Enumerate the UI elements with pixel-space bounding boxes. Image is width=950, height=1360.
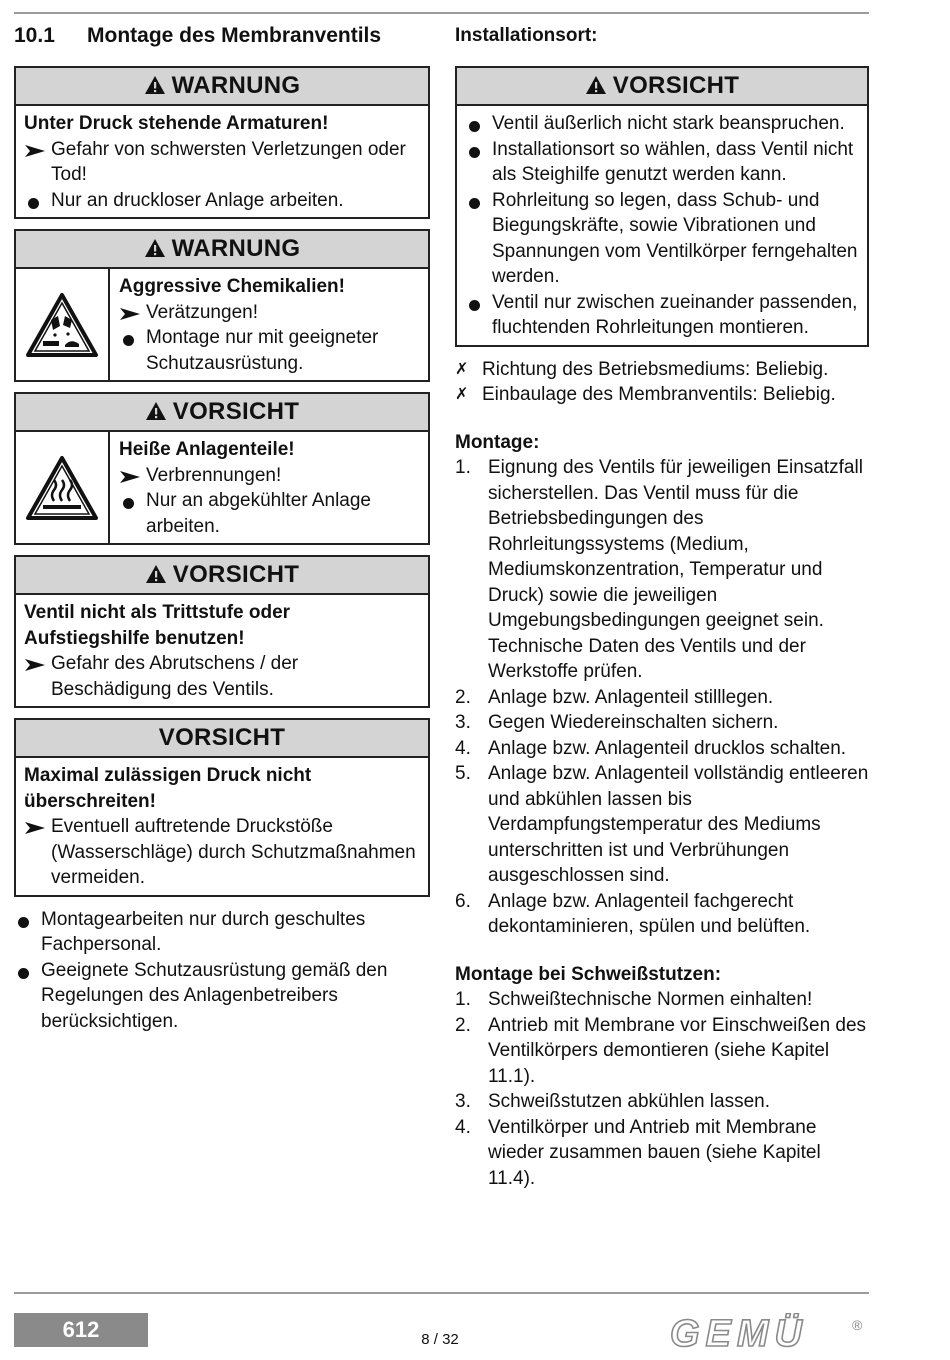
- section-title: Montage des Membranventils: [87, 24, 382, 47]
- corrosive-hazard-icon: [25, 292, 99, 358]
- signal-word: VORSICHT: [172, 398, 300, 425]
- arrow-bullet-icon: [119, 307, 141, 321]
- consequence-item: Gefahr von schwersten Verletzungen oder Tod!: [24, 137, 420, 188]
- signal-header: [16, 394, 428, 432]
- consequence-item: Verätzungen!: [119, 300, 420, 326]
- caution-body: [16, 595, 428, 706]
- step-item: 4. Ventilkörper und Antrieb mit Membrane wieder zusammen bauen (siehe Kapitel 11.4).: [455, 1116, 821, 1189]
- signal-word: WARNUNG: [171, 72, 301, 99]
- action-item: Nur an druckloser Anlage arbeiten.: [24, 188, 420, 214]
- action-item: Montage nur mit geeigneter Schutzausrüstung.: [119, 325, 420, 376]
- warning-triangle-icon: [585, 75, 607, 95]
- pictogram-cell: [16, 269, 110, 380]
- section-number: 10.1: [14, 24, 55, 47]
- list-item: Montagearbeiten nur durch geschultes Fachpersonal.: [14, 907, 430, 958]
- caution-body: [457, 106, 867, 345]
- step-item: 3. Gegen Wiedereinschalten sichern.: [455, 712, 779, 733]
- warning-triangle-icon: [144, 75, 166, 95]
- warning-text: [110, 269, 428, 380]
- warning-triangle-icon: [145, 564, 167, 584]
- hazard-headline: Unter Druck stehende Armaturen!: [24, 113, 329, 134]
- pictogram-cell: [16, 432, 110, 543]
- page-indicator: 8 / 32: [421, 1331, 459, 1348]
- warning-box-pressure: [14, 66, 430, 219]
- caution-box-hot-parts: [14, 392, 430, 545]
- top-rule: [14, 12, 869, 14]
- signal-header: [16, 231, 428, 269]
- step-item: 2. Anlage bzw. Anlagenteil stilllegen.: [455, 686, 774, 708]
- caution-body: [16, 432, 428, 543]
- caution-text: [110, 432, 428, 543]
- hazard-headline: Heiße Anlagenteile!: [119, 439, 295, 460]
- requirements-list: [455, 357, 869, 408]
- signal-word: WARNUNG: [171, 235, 301, 262]
- requirement-item: ✗ Richtung des Betriebsmediums: Beliebig.: [455, 357, 869, 383]
- footer-rule: [14, 1292, 869, 1294]
- signal-header: [16, 68, 428, 106]
- cross-bullet-icon: ✗: [455, 386, 469, 403]
- step-item: 1. Schweißtechnische Normen einhalten!: [455, 989, 813, 1010]
- step-item: 2. Antrieb mit Membrane vor Einschweißen des Ventilkörpers demontieren (siehe Kapitel 11.1).: [455, 1014, 867, 1087]
- consequence-item: Verbrennungen!: [119, 463, 420, 489]
- list-item: Ventil nur zwischen zueinander passenden, fluchtenden Rohrleitungen montieren.: [465, 290, 859, 341]
- cross-bullet-icon: ✗: [455, 360, 469, 378]
- arrow-bullet-icon: [24, 658, 46, 672]
- montage-heading: Montage:: [455, 431, 540, 453]
- signal-word: VORSICHT: [172, 561, 300, 588]
- consequence-item: Eventuell auftretende Druckstöße (Wasserschläge) durch Schutzmaßnahmen vermeiden.: [24, 814, 420, 891]
- hazard-headline: Maximal zulässigen Druck nicht überschreiten!: [24, 765, 312, 812]
- brand-wordmark: GEMÜ: [670, 1313, 808, 1353]
- registered-mark: ®: [852, 1317, 863, 1333]
- list-item: Rohrleitung so legen, dass Schub- und Biegungskräfte, sowie Vibrationen und Spannungen vom Ventilkörper ferngehalten werden.: [465, 188, 859, 290]
- installation-heading: Installationsort:: [455, 25, 598, 46]
- hot-surface-hazard-icon: [25, 455, 99, 521]
- weld-heading: Montage bei Schweißstutzen:: [455, 963, 722, 985]
- warning-box-chemicals: [14, 229, 430, 382]
- brand-logo: [668, 1313, 870, 1353]
- signal-word: VORSICHT: [158, 724, 286, 751]
- warning-triangle-icon: [144, 238, 166, 258]
- consequence-item: Gefahr des Abrutschens / der Beschädigung des Ventils.: [24, 651, 420, 702]
- caution-body: [16, 758, 428, 895]
- weld-steps: [455, 987, 869, 1191]
- montage-steps: [455, 455, 869, 940]
- general-notes: [14, 907, 430, 1035]
- section-heading: [14, 20, 430, 52]
- caution-box-pressure-limit: [14, 718, 430, 897]
- list-item: Ventil äußerlich nicht stark beanspruchen.: [465, 111, 859, 137]
- step-item: 3. Schweißstutzen abkühlen lassen.: [455, 1091, 770, 1112]
- warning-triangle-icon: [145, 401, 167, 421]
- step-item: 5. Anlage bzw. Anlagenteil vollständig entleeren und abkühlen lassen bis Verdampfungstemperatur des Mediums unterschritten ist und Verbrühungen ausgeschlossen sind.: [455, 763, 869, 886]
- signal-header: [16, 720, 428, 758]
- arrow-bullet-icon: [119, 470, 141, 484]
- warning-body: [16, 106, 428, 217]
- step-item: 4. Anlage bzw. Anlagenteil drucklos schalten.: [455, 737, 847, 759]
- list-item: Geeignete Schutzausrüstung gemäß den Regelungen des Anlagenbetreibers berücksichtigen.: [14, 958, 430, 1035]
- action-item: Nur an abgekühlter Anlage arbeiten.: [119, 488, 420, 539]
- list-item: Installationsort so wählen, dass Ventil nicht als Steighilfe genutzt werden kann.: [465, 137, 859, 188]
- signal-header: [16, 557, 428, 595]
- left-column: [14, 20, 430, 1034]
- hazard-headline: Ventil nicht als Trittstufe oder Aufstiegshilfe benutzen!: [24, 602, 291, 649]
- warning-body: [16, 269, 428, 380]
- arrow-bullet-icon: [24, 821, 46, 835]
- caution-box-step: [14, 555, 430, 708]
- step-item: 6. Anlage bzw. Anlagenteil fachgerecht dekontaminieren, spülen und belüften.: [455, 890, 811, 937]
- caution-box-installation: [455, 66, 869, 347]
- signal-header: [457, 68, 867, 106]
- step-item: 1. Eignung des Ventils für jeweiligen Einsatzfall sicherstellen. Das Ventil muss für die Betriebsbedingungen des Rohrleitungssystems (Medium, Mediumskonzentration, Temperatur und Druck) sowie die jeweiligen Umgebungsbedingungen geeignet sein. Technische Daten des Ventils und der Werkstoffe prüfen.: [455, 457, 863, 682]
- hazard-headline: Aggressive Chemikalien!: [119, 276, 345, 297]
- product-number-badge: 612: [14, 1313, 148, 1347]
- arrow-bullet-icon: [24, 144, 46, 158]
- right-column: [455, 20, 869, 1191]
- signal-word: VORSICHT: [612, 72, 740, 99]
- requirement-item: ✗ Einbaulage des Membranventils: Beliebig.: [455, 382, 869, 408]
